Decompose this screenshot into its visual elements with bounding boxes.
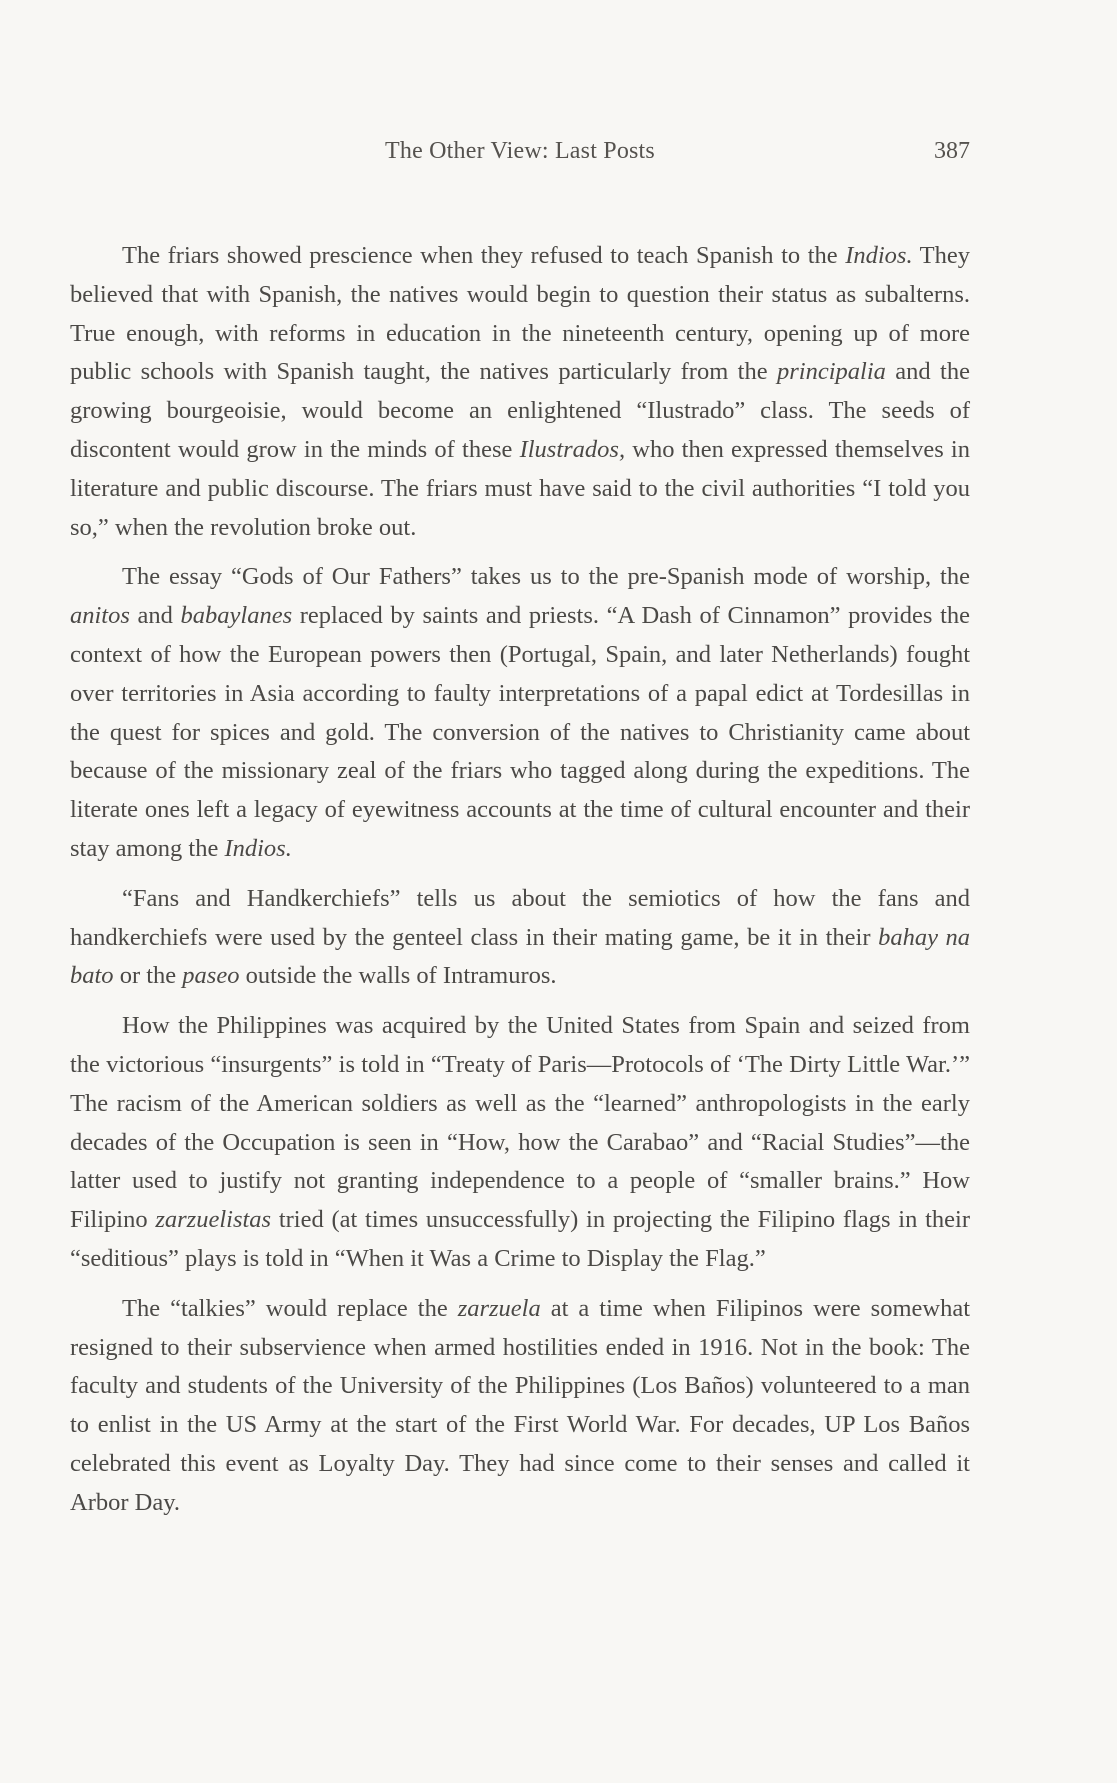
- text-run: replaced by saints and priests. “A Dash of Cinnamon” provides the context of how the European powers then (Portugal, Spain, and later Netherlands) fought over territories in Asia according to faulty interpretations of a papal edict at Tordesillas in the quest for spices and gold. The conversion of the natives to Christianity came about because of the missionary zeal of the friars who tagged along during the expeditions. The literate ones left a legacy of eyewitness accounts at the time of cultural encounter and their stay among the: [70, 602, 970, 862]
- italic-text: principalia: [777, 358, 886, 386]
- text-run: How the Philippines was acquired by the United States from Spain and seized from the victorious “insurgents” is told in “Treaty of Paris—Protocols of ‘The Dirty Little War.’” The racism of the American soldiers as well as the “learned” anthropologists in the early decades of the Occupation is seen in “How, how the Carabao” and “Racial Studies”—the latter used to justify not granting independence to a people of “smaller brains.” How Filipino: [70, 1012, 970, 1234]
- italic-text: zarzuela: [457, 1294, 541, 1322]
- text-run: The friars showed prescience when they refused to teach Spanish to the: [122, 242, 846, 269]
- text-run: The essay “Gods of Our Fathers” takes us to the pre-Spanish mode of worship, the: [122, 563, 970, 591]
- italic-text: bahay na bato: [70, 923, 971, 990]
- italic-text: Ilustrados,: [519, 435, 626, 463]
- text-run: who then expressed themselves in literature and public discourse. The friars must have said to the civil authorities “I told you so,” when the revolution broke out.: [70, 435, 970, 541]
- text-run: tried (at times unsuccessfully) in projecting the Filipino flags in their “seditious” plays is told in “When it Was a Crime to Display the Flag.”: [70, 1206, 970, 1272]
- body-text: [70, 237, 970, 1534]
- text-run: “Fans and Handkerchiefs” tells us about the semiotics of how the fans and handkerchiefs were used by the genteel class in their mating game, be it in their: [70, 884, 970, 951]
- text-run: and the growing bourgeoisie, would become an enlightened “Ilustrado” class. The seeds of discontent would grow in the minds of these: [70, 358, 970, 463]
- italic-text: zarzuelistas: [155, 1206, 272, 1234]
- text-run: The “talkies” would replace the: [122, 1294, 458, 1322]
- text-run: at a time when Filipinos were somewhat resigned to their subservience when armed hostilities ended in 1916. Not in the book: The faculty and students of the University of the Philippines (Los Baños) volunteered to a man to enlist in the US Army at the start of the First World War. For decades, UP Los Baños celebrated this event as Loyalty Day. They had since come to their senses and called it Arbor Day.: [70, 1294, 971, 1516]
- text-run: and: [129, 602, 181, 630]
- text-run: or the: [113, 962, 183, 990]
- paragraph: [70, 1007, 970, 1279]
- page-number: 387: [934, 138, 970, 164]
- paragraph: [70, 558, 970, 868]
- running-title: The Other View: Last Posts: [385, 138, 655, 164]
- text-run: They believed that with Spanish, the natives would begin to question their status as subalterns. True enough, with reforms in education in the nineteenth century, opening up of more public schools with Spanish taught, the natives particularly from the: [70, 242, 971, 386]
- paragraph: [70, 1290, 970, 1523]
- paragraph: [70, 880, 970, 996]
- italic-text: Indios.: [224, 834, 292, 862]
- italic-text: paseo: [182, 962, 240, 990]
- italic-text: babaylanes: [180, 602, 293, 630]
- running-head: [70, 138, 970, 172]
- paragraph: [70, 237, 970, 547]
- italic-text: Indios.: [845, 242, 913, 269]
- text-run: outside the walls of Intramuros.: [239, 962, 557, 990]
- italic-text: anitos: [70, 602, 130, 630]
